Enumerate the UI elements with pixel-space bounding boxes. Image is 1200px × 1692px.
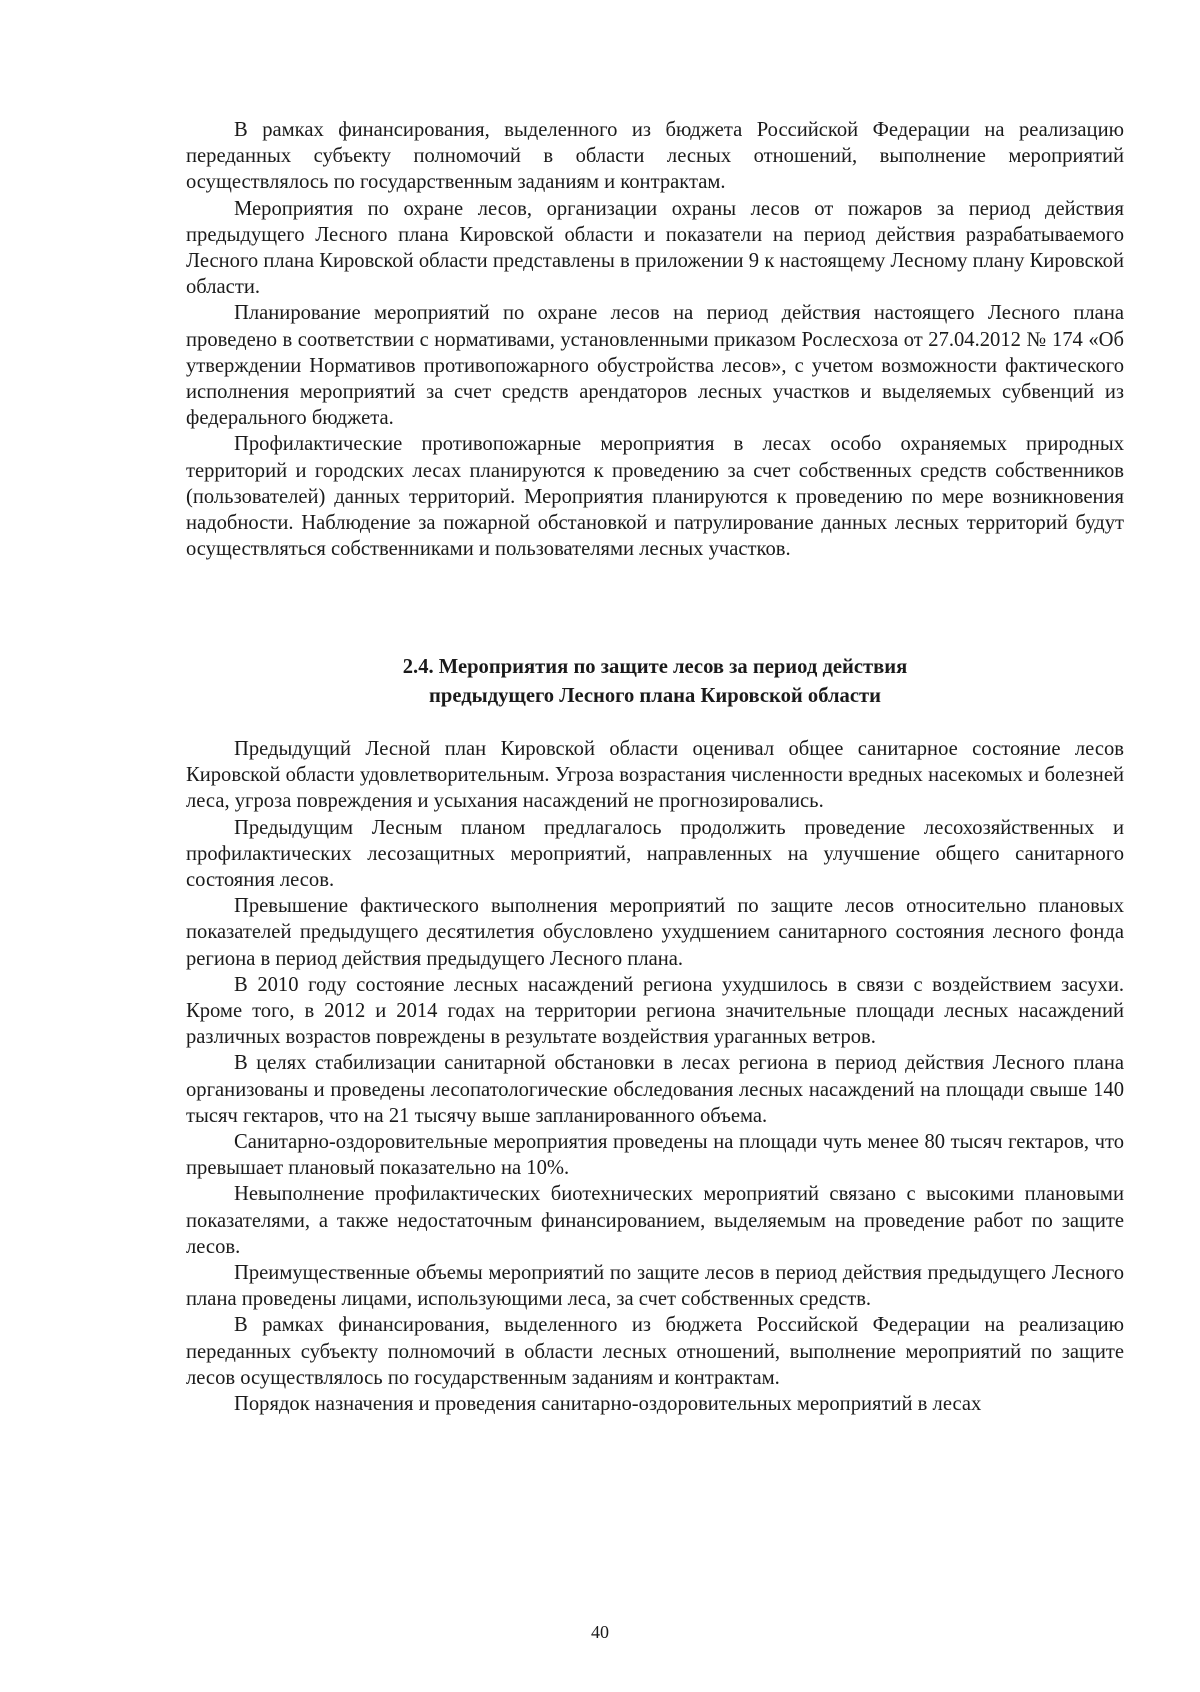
paragraph: В рамках финансирования, выделенного из бюджета Российской Федерации на реализацию переданных субъекту полномочий в области лесных отношений, выполнение мероприятий по защите лесов осуществлялось по государственным заданиям и контрактам. [186,1314,1124,1389]
section-heading-line: 2.4. Мероприятия по защите лесов за период действия [402,656,908,678]
paragraph: Преимущественные объемы мероприятий по защите лесов в период действия предыдущего Лесного плана проведены лицами, использующими леса, за счет собственных средств. [186,1262,1124,1311]
paragraph: В 2010 году состояние лесных насаждений региона ухудшилось в связи с воздействием засухи. Кроме того, в 2012 и 2014 годах на территории региона значительные площади лесных насаждений различных возрастов повреждены в результате воздействия ураганных ветров. [186,973,1124,1049]
paragraph: В рамках финансирования, выделенного из бюджета Российской Федерации на реализацию переданных субъекту полномочий в области лесных отношений, выполнение мероприятий осуществлялось по государственным заданиям и контрактам. [186,119,1124,194]
paragraph: Профилактические противопожарные мероприятия в лесах особо охраняемых природных территорий и городских лесах планируются к проведению за счет собственных средств собственников (пользователей) данных территорий. Мероприятия планируются к проведению по мере возникновения надобности. Наблюдение за пожарной обстановкой и патрулирование данных лесных территорий будут осуществляться собственниками и пользователями лесных участков. [186,433,1124,561]
paragraph: Санитарно-оздоровительные мероприятия проведены на площади чуть менее 80 тысяч гектаров, что превышает плановый показательно на 10%. [186,1131,1124,1180]
paragraph: Предыдущий Лесной план Кировской области оценивал общее санитарное состояние лесов Кировской области удовлетворительным. Угроза возрастания численности вредных насекомых и болезней леса, угроза повреждения и усыхания насаждений не прогнозировались. [186,738,1124,813]
paragraph: В целях стабилизации санитарной обстановки в лесах региона в период действия Лесного плана организованы и проведены лесопатологические обследования лесных насаждений на площади свыше 140 тысяч гектаров, что на 21 тысячу выше запланированного объема. [186,1052,1124,1127]
paragraph: Мероприятия по охране лесов, организации охраны лесов от пожаров за период действия предыдущего Лесного плана Кировской области и показатели на период действия разрабатываемого Лесного плана Кировской области представлены в приложении 9 к настоящему Лесному плану Кировской области. [186,197,1124,299]
paragraph: Порядок назначения и проведения санитарно-оздоровительных мероприятий в лесах [234,1393,982,1416]
paragraph: Невыполнение профилактических биотехнических мероприятий связано с высокими плановыми показателями, а также недостаточным финансированием, выделяемым на проведение работ по защите лесов. [186,1183,1124,1258]
section-heading-line: предыдущего Лесного плана Кировской области [429,685,881,707]
body-text-top [186,117,1124,562]
body-text-bottom [186,736,1124,1417]
paragraph: Планирование мероприятий по охране лесов на период действия настоящего Лесного плана проведено в соответствии с нормативами, установленными приказом Рослесхоза от 27.04.2012 № 174 «Об утверждении Нормативов противопожарного обустройства лесов», с учетом возможности фактического исполнения мероприятий за счет средств арендаторов лесных участков и выделяемых субвенций из федерального бюджета. [186,302,1124,430]
paragraph: Предыдущим Лесным планом предлагалось продолжить проведение лесохозяйственных и профилактических лесозащитных мероприятий, направленных на улучшение общего санитарного состояния лесов. [186,816,1124,892]
paragraph: Превышение фактического выполнения мероприятий по защите лесов относительно плановых показателей предыдущего десятилетия обусловлено ухудшением санитарного состояния лесного фонда региона в период действия предыдущего Лесного плана. [186,895,1124,970]
page-number: 40 [591,1622,609,1642]
section-heading [186,653,1124,711]
